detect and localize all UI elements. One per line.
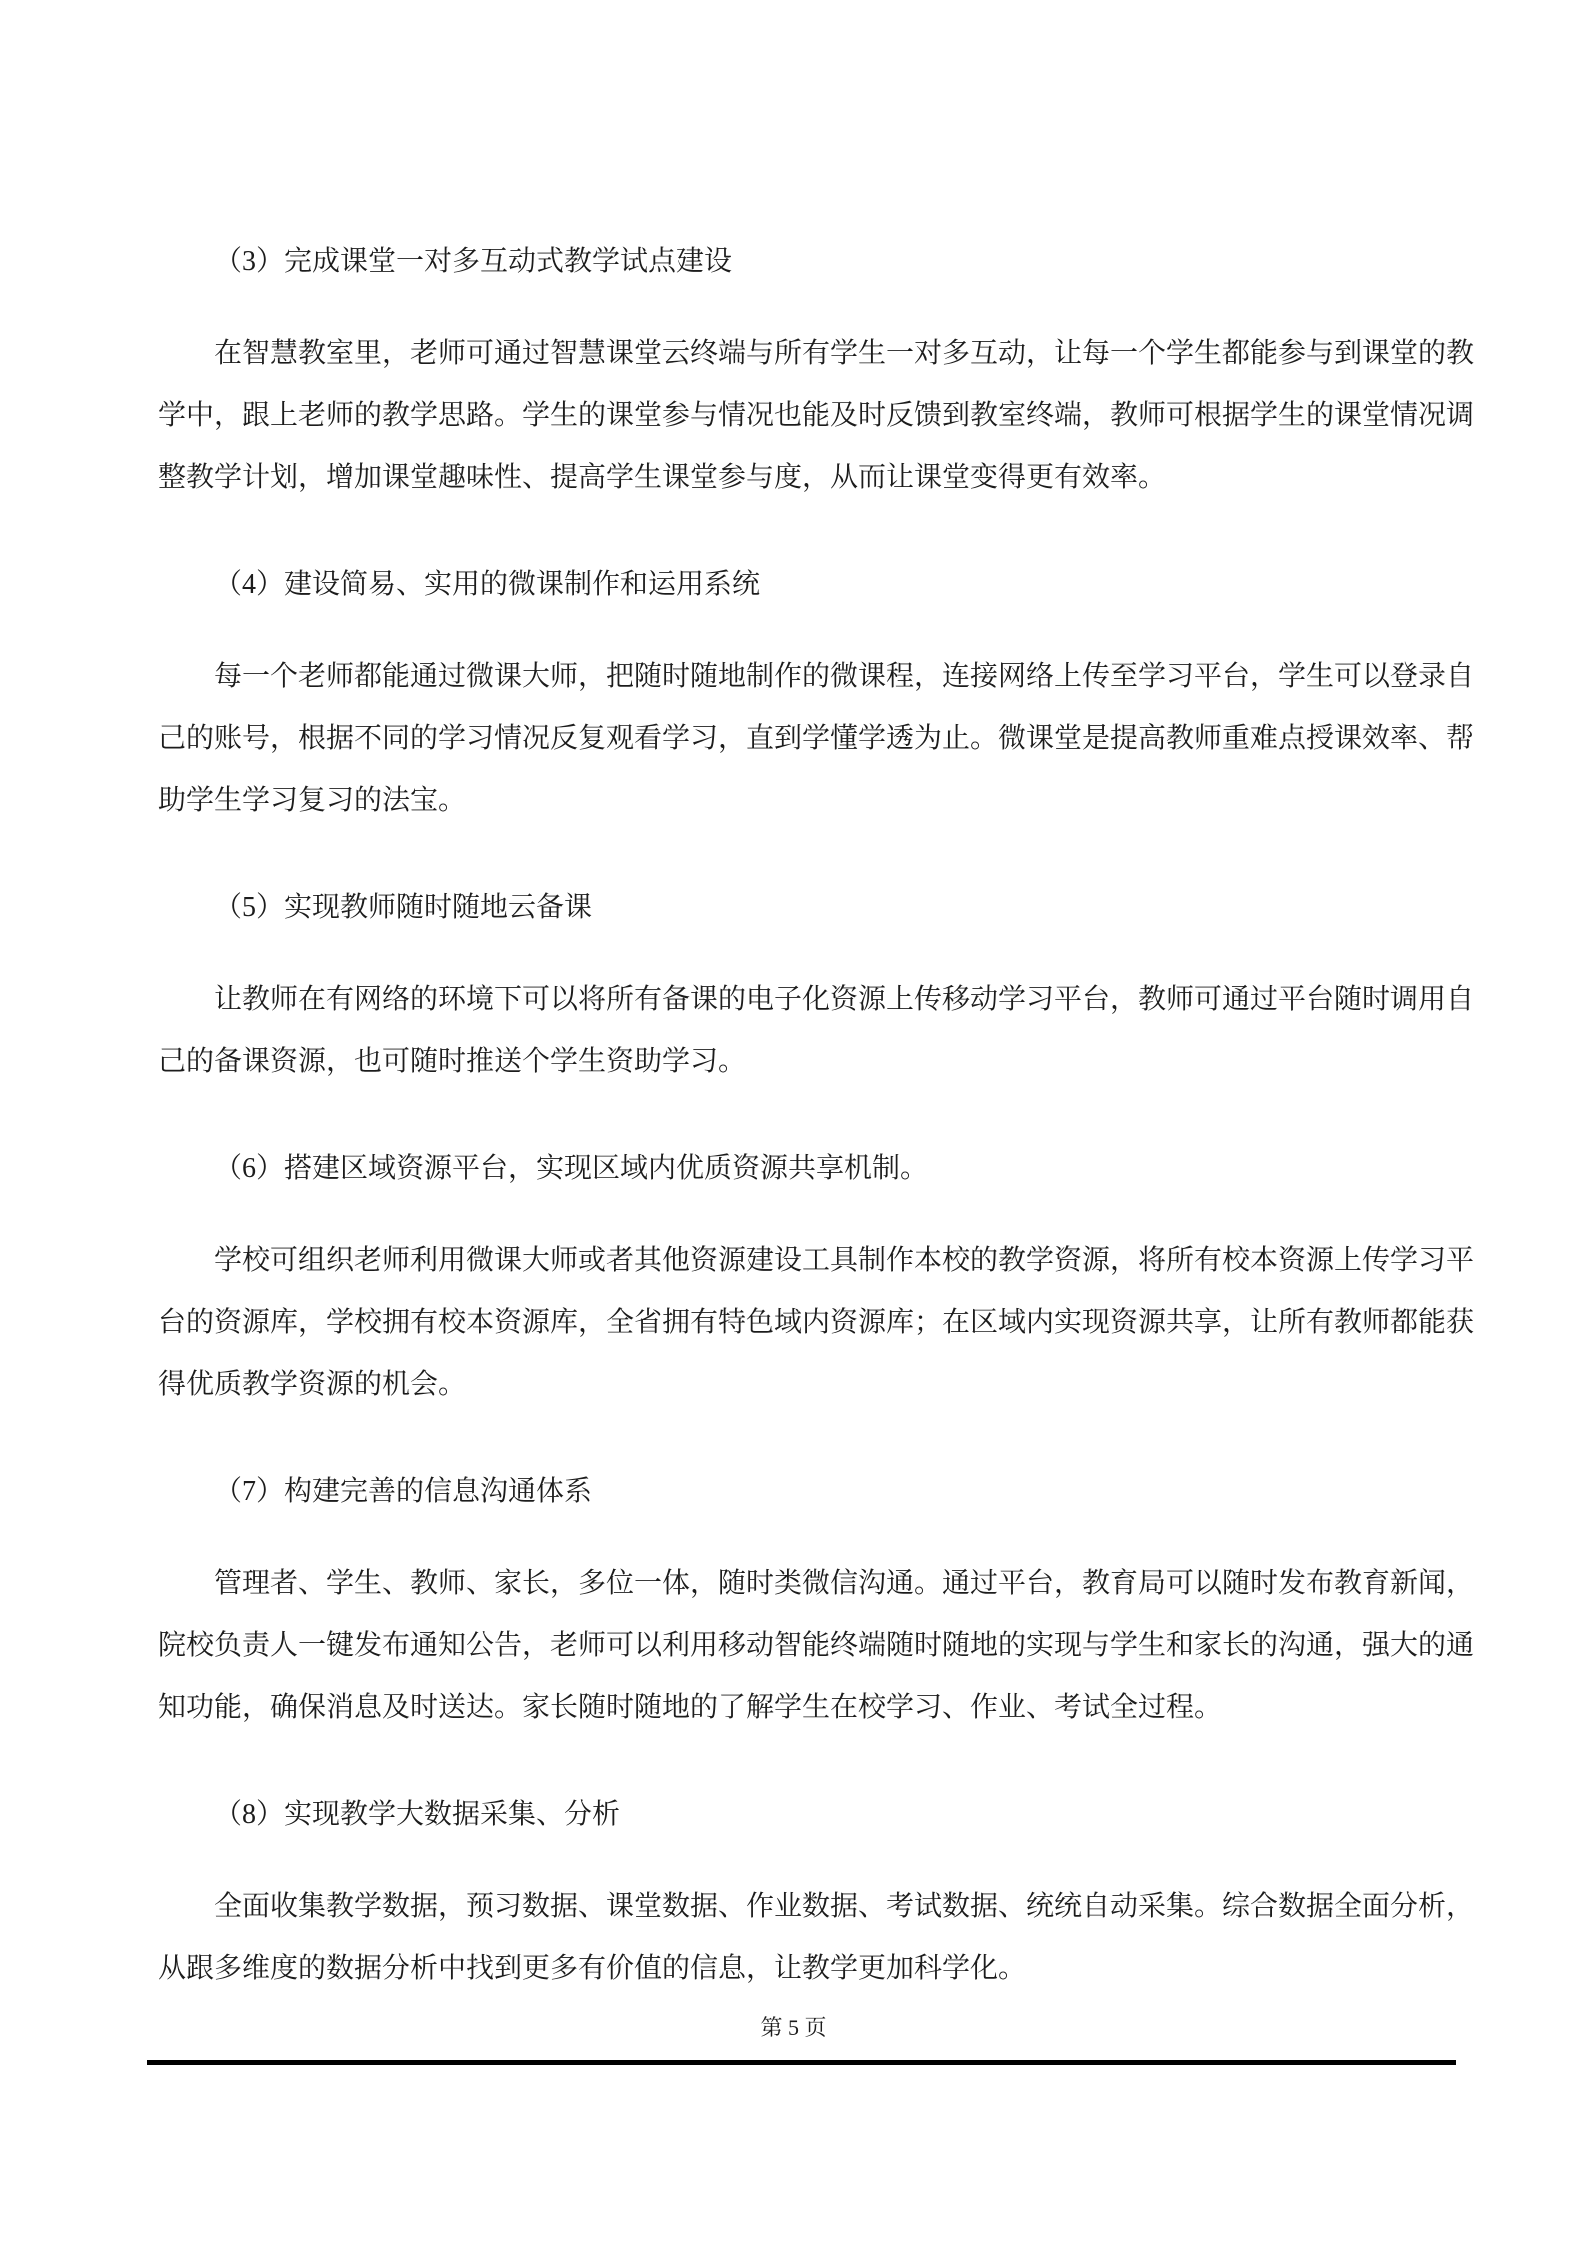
section-5-heading: （5）实现教师随时随地云备课 xyxy=(214,892,593,923)
section-3-heading: （3）完成课堂一对多互动式教学试点建设 xyxy=(214,246,733,277)
section-8-heading: （8）实现教学大数据采集、分析 xyxy=(214,1799,621,1830)
footer-divider-line xyxy=(147,2060,1456,2065)
section-3-paragraph: 在智慧教室里，老师可通过智慧课堂云终端与所有学生一对多互动，让每一个学生都能参与到课堂的教学中，跟上老师的教学思路。学生的课堂参与情况也能及时反馈到教室终端，教师可根据学生的课堂情况调整教学计划，增加课堂趣味性、提高学生课堂参与度，从而让课堂变得更有效率。 xyxy=(158,338,1475,493)
section-3 xyxy=(158,231,1474,509)
section-4-paragraph: 每一个老师都能通过微课大师，把随时随地制作的微课程，连接网络上传至学习平台，学生可以登录自己的账号，根据不同的学习情况反复观看学习，直到学懂学透为止。微课堂是提高教师重难点授课效率、帮助学生学习复习的法宝。 xyxy=(158,661,1475,816)
page-footer xyxy=(0,2008,1587,2048)
section-6 xyxy=(158,1138,1474,1416)
section-6-paragraph: 学校可组织老师利用微课大师或者其他资源建设工具制作本校的教学资源，将所有校本资源上传学习平台的资源库，学校拥有校本资源库，全省拥有特色域内资源库；在区域内实现资源共享，让所有教师都能获得优质教学资源的机会。 xyxy=(158,1245,1475,1400)
section-5-paragraph: 让教师在有网络的环境下可以将所有备课的电子化资源上传移动学习平台，教师可通过平台随时调用自己的备课资源，也可随时推送个学生资助学习。 xyxy=(158,984,1475,1077)
page-number-label: 第 5 页 xyxy=(760,2015,827,2040)
section-8-paragraph: 全面收集教学数据，预习数据、课堂数据、作业数据、考试数据、统统自动采集。综合数据全面分析，从跟多维度的数据分析中找到更多有价值的信息，让教学更加科学化。 xyxy=(158,1891,1475,1984)
section-6-heading: （6）搭建区域资源平台，实现区域内优质资源共享机制。 xyxy=(214,1153,929,1184)
section-5 xyxy=(158,877,1474,1093)
section-4-heading: （4）建设简易、实用的微课制作和运用系统 xyxy=(214,569,761,600)
section-7 xyxy=(158,1461,1474,1739)
section-4 xyxy=(158,554,1474,832)
section-7-paragraph: 管理者、学生、教师、家长，多位一体，随时类微信沟通。通过平台，教育局可以随时发布教育新闻，院校负责人一键发布通知公告，老师可以利用移动智能终端随时随地的实现与学生和家长的沟通，强大的通知功能，确保消息及时送达。家长随时随地的了解学生在校学习、作业、考试全过程。 xyxy=(158,1568,1475,1723)
section-8 xyxy=(158,1784,1474,2000)
section-7-heading: （7）构建完善的信息沟通体系 xyxy=(214,1476,593,1507)
